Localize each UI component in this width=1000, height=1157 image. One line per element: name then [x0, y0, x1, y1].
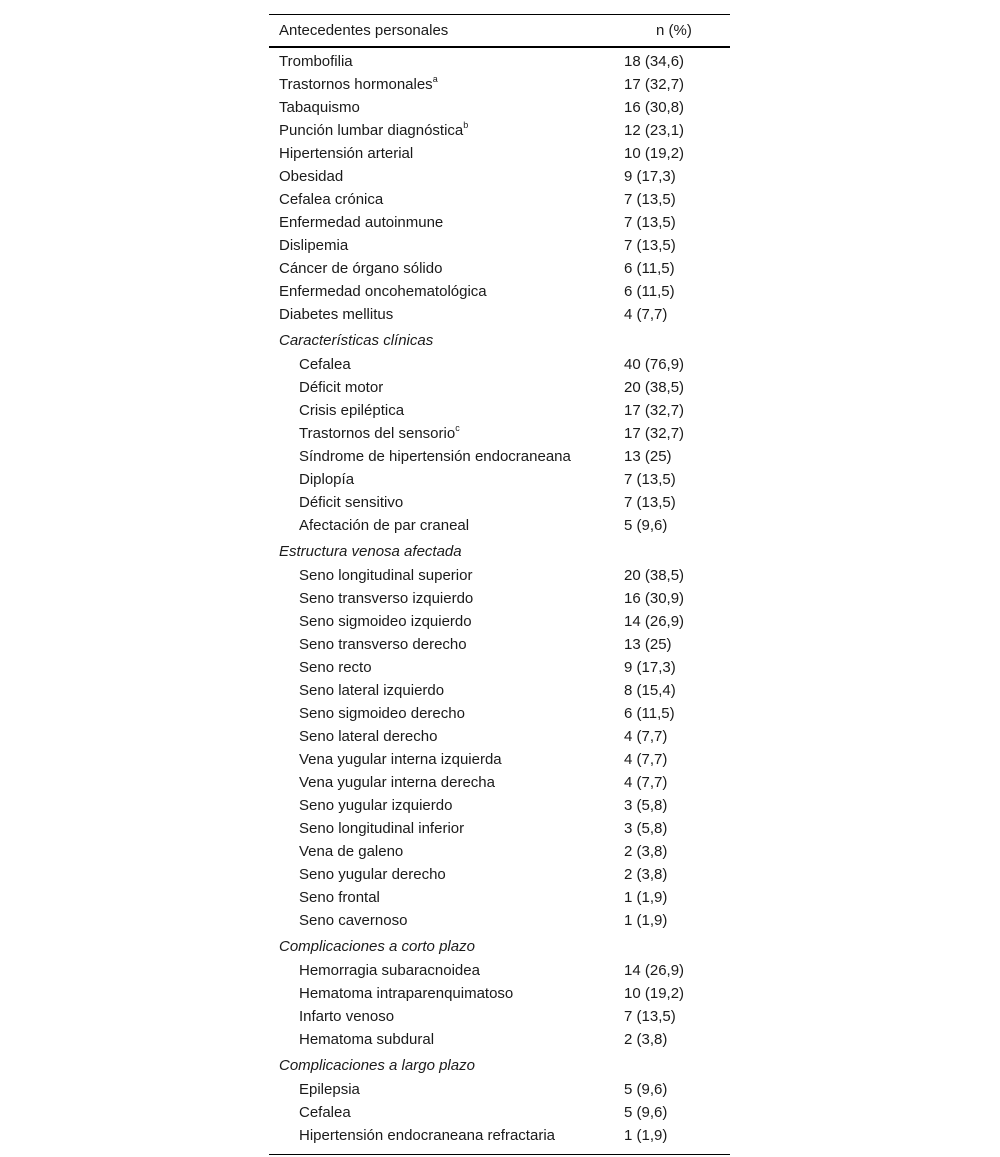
table-row: [269, 353, 730, 376]
table-row: [269, 234, 730, 257]
row-value: 14 (26,9): [624, 613, 685, 630]
row-label: Dislipemia: [279, 237, 349, 254]
header-label: Antecedentes personales: [269, 15, 624, 48]
row-label: Cefalea crónica: [279, 191, 384, 208]
header-value-cell: [624, 15, 730, 48]
table-row: [269, 959, 730, 982]
row-label-cell: [269, 353, 624, 376]
table-body: [269, 47, 730, 1154]
footnote-marker: a: [432, 74, 438, 84]
row-label-cell: [269, 376, 624, 399]
row-label: Hemorragia subaracnoidea: [299, 962, 480, 979]
row-value: 2 (3,8): [624, 1031, 668, 1048]
row-value: 1 (1,9): [624, 912, 668, 929]
row-value: 9 (17,3): [624, 659, 676, 676]
row-label: Cefalea: [299, 1104, 351, 1121]
row-label: Cefalea: [299, 356, 351, 373]
row-value: 4 (7,7): [624, 774, 668, 791]
row-value: 18 (34,6): [624, 53, 685, 70]
row-value: 5 (9,6): [624, 517, 668, 534]
row-value: 20 (38,5): [624, 567, 685, 584]
row-label: Seno sigmoideo derecho: [299, 705, 465, 722]
row-label: Síndrome de hipertensión endocraneana: [299, 448, 571, 465]
row-label: Diplopía: [299, 471, 355, 488]
table-header: [269, 15, 730, 48]
table-row: [269, 188, 730, 211]
row-value: 16 (30,8): [624, 99, 685, 116]
row-label: Seno frontal: [299, 889, 380, 906]
row-label-cell: [269, 1028, 624, 1051]
row-label: Enfermedad autoinmune: [279, 214, 444, 231]
row-value: 3 (5,8): [624, 820, 668, 837]
table-row: [269, 491, 730, 514]
table-row: [269, 771, 730, 794]
row-value: 7 (13,5): [624, 1008, 676, 1025]
row-label: Hematoma intraparenquimatoso: [299, 985, 514, 1002]
row-label: Vena de galeno: [299, 843, 404, 860]
row-value: 10 (19,2): [624, 145, 685, 162]
row-label: Tabaquismo: [279, 99, 360, 116]
row-label-cell: [269, 234, 624, 257]
row-value: 1 (1,9): [624, 889, 668, 906]
table-bottom-rule: [269, 1154, 730, 1155]
row-label-cell: [269, 1101, 624, 1124]
row-label: Vena yugular interna derecha: [299, 774, 495, 791]
section-title: Complicaciones a largo plazo: [279, 1057, 475, 1074]
table-row: [269, 1028, 730, 1051]
section-title: Características clínicas: [279, 332, 434, 349]
row-label-cell: [269, 165, 624, 188]
row-label-cell: [269, 303, 624, 326]
row-value: 7 (13,5): [624, 471, 676, 488]
row-label-cell: [269, 257, 624, 280]
row-label-cell: [269, 909, 624, 932]
row-value: 1 (1,9): [624, 1127, 668, 1144]
row-label: Seno transverso izquierdo: [299, 590, 474, 607]
row-label-cell: [269, 982, 624, 1005]
row-label-cell: [269, 1005, 624, 1028]
table-row: [269, 257, 730, 280]
row-label-cell: [269, 863, 624, 886]
row-value: 6 (11,5): [624, 260, 675, 277]
table-row: [269, 73, 730, 96]
row-label-cell: [269, 840, 624, 863]
row-label: Enfermedad oncohematológica: [279, 283, 487, 300]
row-value: 7 (13,5): [624, 214, 676, 231]
row-label-cell: [269, 422, 624, 445]
row-label-cell: [269, 959, 624, 982]
table-row: [269, 564, 730, 587]
row-label: Déficit motor: [299, 379, 384, 396]
table-row: [269, 863, 730, 886]
table-row: [269, 886, 730, 909]
row-label: Epilepsia: [299, 1081, 360, 1098]
table-row: [269, 142, 730, 165]
section-header-row: [269, 326, 730, 353]
row-label: Trombofilia: [279, 53, 353, 70]
row-label-cell: [269, 1124, 624, 1154]
row-label-cell: [269, 188, 624, 211]
row-label: Seno transverso derecho: [299, 636, 467, 653]
row-value: 12 (23,1): [624, 122, 685, 139]
row-value: 5 (9,6): [624, 1081, 668, 1098]
section-header-row: [269, 537, 730, 564]
table-row: [269, 1005, 730, 1028]
row-value: 5 (9,6): [624, 1104, 668, 1121]
section-header-row: [269, 932, 730, 959]
table-row: [269, 445, 730, 468]
row-label-cell: [269, 119, 624, 142]
patient-characteristics-table: [269, 14, 730, 1154]
row-label: Seno sigmoideo izquierdo: [299, 613, 472, 630]
row-label-cell: [269, 211, 624, 234]
table-row: [269, 376, 730, 399]
footnote-marker: b: [463, 120, 469, 130]
row-label: Hematoma subdural: [299, 1031, 435, 1048]
header-row: [269, 15, 730, 48]
row-label: Vena yugular interna izquierda: [299, 751, 502, 768]
data-table-container: [269, 14, 730, 1155]
table-row: [269, 633, 730, 656]
row-value: 7 (13,5): [624, 494, 676, 511]
row-label-cell: [269, 491, 624, 514]
row-label: Seno cavernoso: [299, 912, 408, 929]
row-label: Hipertensión arterial: [279, 145, 414, 162]
row-label: Seno lateral izquierdo: [299, 682, 445, 699]
table-row: [269, 303, 730, 326]
row-label: Seno longitudinal inferior: [299, 820, 465, 837]
row-label-cell: [269, 748, 624, 771]
row-value: 17 (32,7): [624, 402, 685, 419]
section-header-row: [269, 1051, 730, 1078]
section-title: Estructura venosa afectada: [279, 543, 462, 560]
row-value: 2 (3,8): [624, 843, 668, 860]
table-row: [269, 96, 730, 119]
row-label: Seno lateral derecho: [299, 728, 438, 745]
table-row: [269, 514, 730, 537]
row-value: 13 (25): [624, 636, 672, 653]
row-label-cell: [269, 468, 624, 491]
row-value: 6 (11,5): [624, 705, 675, 722]
row-label-cell: [269, 587, 624, 610]
row-value: 16 (30,9): [624, 590, 685, 607]
row-value: 17 (32,7): [624, 76, 685, 93]
table-row: [269, 399, 730, 422]
row-label-cell: [269, 702, 624, 725]
row-value: 3 (5,8): [624, 797, 668, 814]
row-label-cell: [269, 794, 624, 817]
row-label-cell: [269, 610, 624, 633]
table-row: [269, 1078, 730, 1101]
row-label: Infarto venoso: [299, 1008, 395, 1025]
table-row: [269, 119, 730, 142]
row-label: Afectación de par craneal: [299, 517, 470, 534]
row-value: 2 (3,8): [624, 866, 668, 883]
row-label: Seno longitudinal superior: [299, 567, 473, 584]
row-label-cell: [269, 679, 624, 702]
row-label-cell: [269, 280, 624, 303]
row-value: 10 (19,2): [624, 985, 685, 1002]
table-row: [269, 748, 730, 771]
footnote-marker: c: [455, 423, 460, 433]
row-label-cell: [269, 633, 624, 656]
table-row: [269, 1124, 730, 1154]
row-value: 4 (7,7): [624, 306, 668, 323]
table-row: [269, 982, 730, 1005]
row-label: Seno yugular izquierdo: [299, 797, 453, 814]
table-row: [269, 47, 730, 73]
row-label: Punción lumbar diagnóstica: [279, 122, 464, 139]
row-label: Crisis epiléptica: [299, 402, 405, 419]
row-label-cell: [269, 445, 624, 468]
table-row: [269, 656, 730, 679]
table-row: [269, 702, 730, 725]
table-row: [269, 725, 730, 748]
row-value: 17 (32,7): [624, 425, 685, 442]
row-value: 40 (76,9): [624, 356, 685, 373]
table-row: [269, 817, 730, 840]
row-label-cell: [269, 47, 624, 73]
table-row: [269, 165, 730, 188]
row-label: Hipertensión endocraneana refractaria: [299, 1127, 555, 1144]
row-label: Obesidad: [279, 168, 344, 185]
row-value: 20 (38,5): [624, 379, 685, 396]
table-row: [269, 840, 730, 863]
row-label: Seno yugular derecho: [299, 866, 446, 883]
row-value: 13 (25): [624, 448, 672, 465]
row-label: Cáncer de órgano sólido: [279, 260, 443, 277]
table-row: [269, 909, 730, 932]
table-row: [269, 1101, 730, 1124]
row-value: 9 (17,3): [624, 168, 676, 185]
table-row: [269, 280, 730, 303]
row-value: 8 (15,4): [624, 682, 676, 699]
row-label-cell: [269, 399, 624, 422]
row-value: 7 (13,5): [624, 191, 676, 208]
header-value: n (%): [656, 22, 692, 39]
row-label: Diabetes mellitus: [279, 306, 394, 323]
row-label: Trastornos hormonales: [279, 76, 433, 93]
table-row: [269, 422, 730, 445]
table-row: [269, 468, 730, 491]
row-label-cell: [269, 514, 624, 537]
row-label: Déficit sensitivo: [299, 494, 404, 511]
row-label-cell: [269, 73, 624, 96]
row-value: 14 (26,9): [624, 962, 685, 979]
row-label-cell: [269, 564, 624, 587]
row-value: 6 (11,5): [624, 283, 675, 300]
row-label: Seno recto: [299, 659, 372, 676]
section-title: Complicaciones a corto plazo: [279, 938, 475, 955]
row-label: Trastornos del sensorio: [299, 425, 456, 442]
table-row: [269, 794, 730, 817]
row-value: 4 (7,7): [624, 751, 668, 768]
row-label-cell: [269, 771, 624, 794]
table-row: [269, 679, 730, 702]
row-label-cell: [269, 142, 624, 165]
row-label-cell: [269, 817, 624, 840]
table-row: [269, 211, 730, 234]
row-value: 7 (13,5): [624, 237, 676, 254]
table-row: [269, 610, 730, 633]
row-label-cell: [269, 725, 624, 748]
table-row: [269, 587, 730, 610]
row-label-cell: [269, 96, 624, 119]
row-label-cell: [269, 1078, 624, 1101]
row-label-cell: [269, 656, 624, 679]
row-label-cell: [269, 886, 624, 909]
row-value: 4 (7,7): [624, 728, 668, 745]
